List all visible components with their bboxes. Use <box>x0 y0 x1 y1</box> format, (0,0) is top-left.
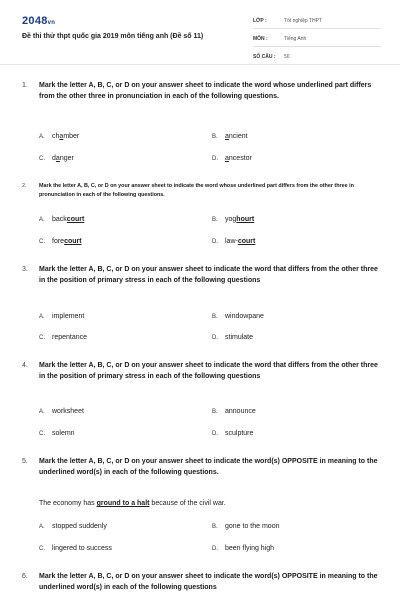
question-number: 2. <box>22 183 27 189</box>
option-b[interactable]: B. ancient <box>212 133 248 140</box>
meta-label: LỚP : <box>253 18 267 24</box>
question-4 <box>22 361 382 382</box>
question-3 <box>22 265 382 286</box>
meta-label: SỐ CÂU : <box>253 54 276 60</box>
option-a[interactable]: A. chamber <box>39 133 80 140</box>
option-a[interactable]: A. backcourt <box>39 216 85 223</box>
option-a[interactable]: A. implement <box>39 313 85 320</box>
option-d[interactable]: D. sculpture <box>212 430 254 437</box>
exam-title: Đề thi thử thpt quốc gia 2019 môn tiếng anh (Đề số 11) <box>22 33 204 40</box>
question-number: 4. <box>22 362 28 369</box>
site-logo[interactable] <box>22 15 55 27</box>
option-d[interactable]: D. law-court <box>212 238 256 245</box>
logo-main: 2048 <box>22 15 48 27</box>
option-c[interactable]: C. danger <box>39 155 74 162</box>
question-instruction: Mark the letter A, B, C, or D on your answer sheet to indicate the word that differs from the other three in the position of primary stress in each of the following questions <box>39 266 378 284</box>
question-instruction: Mark the letter A, B, C, or D on your answer sheet to indicate the word(s) OPPOSITE in meaning to the underlined word(s) in each of the following questions <box>39 573 378 591</box>
question-5 <box>22 457 382 478</box>
meta-row-count <box>253 50 381 65</box>
option-c[interactable]: C. repentance <box>39 334 88 341</box>
question-number: 5. <box>22 458 28 465</box>
option-b[interactable]: B. yoghourt <box>212 216 255 223</box>
option-b[interactable]: B. announce <box>212 408 256 415</box>
question-1 <box>22 81 382 102</box>
question-6 <box>22 572 382 600</box>
option-c[interactable]: C. solemn <box>39 430 75 437</box>
meta-value: 50 <box>284 54 290 60</box>
question-sentence: The economy has ground to a halt because of the civil war. <box>39 500 226 507</box>
question-instruction: Mark the letter A, B, C, or D on your answer sheet to indicate the word(s) OPPOSITE in meaning to the underlined word(s) in each of the following questions. <box>39 458 378 476</box>
meta-row-subject <box>253 32 381 47</box>
question-instruction: Mark the letter A, B, C, or D on your answer sheet to indicate the word whose underlined part differs from the other three in pronunciation in each of the following questions. <box>39 183 354 198</box>
question-2 <box>22 182 382 200</box>
option-b[interactable]: B. gone to the moon <box>212 523 280 530</box>
option-d[interactable]: D. ancestor <box>212 155 252 162</box>
question-number: 6. <box>22 573 28 580</box>
exam-meta <box>253 14 381 68</box>
question-instruction: Mark the letter A, B, C, or D on your answer sheet to indicate the word that differs from the other three in the position of primary stress in each of the following questions <box>39 362 378 380</box>
option-c[interactable]: C. forecourt <box>39 238 82 245</box>
option-b[interactable]: B. windowpane <box>212 313 264 320</box>
option-c[interactable]: C. lingered to success <box>39 545 112 552</box>
option-a[interactable]: A. stopped suddenly <box>39 523 107 530</box>
option-a[interactable]: A. worksheet <box>39 408 84 415</box>
meta-value: Tốt nghiệp THPT <box>284 18 322 24</box>
option-d[interactable]: D. been flying high <box>212 545 275 552</box>
meta-label: MÔN : <box>253 36 268 42</box>
option-d[interactable]: D. stimulate <box>212 334 254 341</box>
logo-sub: vn <box>47 20 56 26</box>
meta-row-class <box>253 14 381 29</box>
question-instruction: Mark the letter A, B, C, or D on your answer sheet to indicate the word whose underlined part differs from the other three in pronunciation in each of the following questions. <box>39 82 372 100</box>
question-number: 3. <box>22 266 28 273</box>
header-divider <box>0 64 400 65</box>
meta-value: Tiếng Anh <box>284 36 307 42</box>
question-number: 1. <box>22 82 28 89</box>
